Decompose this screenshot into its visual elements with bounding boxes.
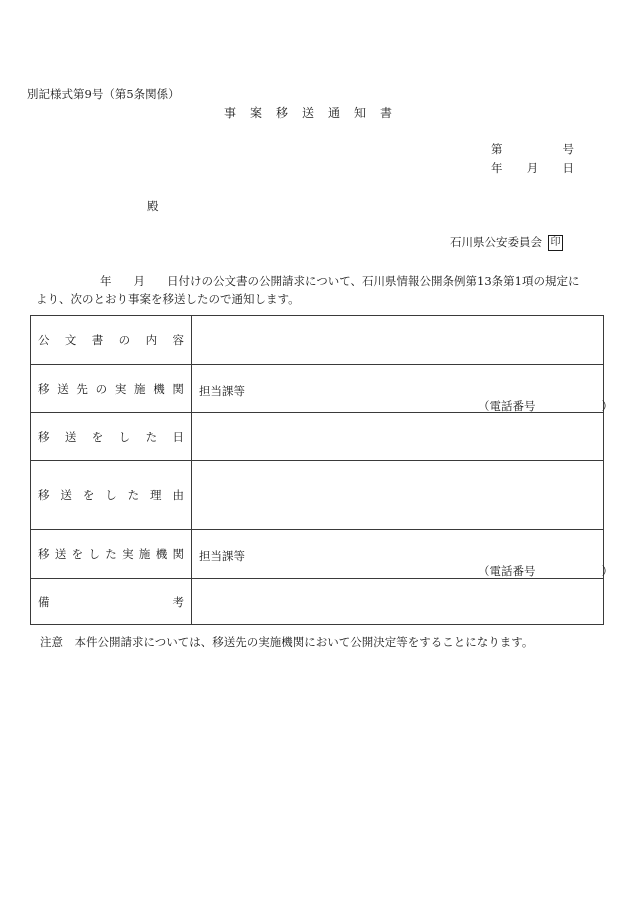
- label-remarks: [38, 594, 184, 610]
- phone-close: ）: [601, 399, 613, 413]
- label-char: た: [127, 488, 140, 502]
- issuer-name: 石川県公安委員会: [450, 235, 542, 249]
- label-char: し: [118, 429, 131, 444]
- label-char: 関: [172, 381, 184, 396]
- table-row: [31, 579, 604, 625]
- label-dest-agency: [38, 381, 184, 397]
- label-char: を: [82, 488, 95, 502]
- label-char: 送: [60, 488, 72, 502]
- body-line-2: より、次のとおり事案を移送したので通知します。: [36, 292, 300, 306]
- date-year: 年: [491, 161, 503, 175]
- row-value[interactable]: [192, 461, 604, 530]
- table-row: [31, 530, 604, 579]
- label-char: 先: [76, 381, 88, 396]
- section-label: 担当課等: [199, 384, 245, 398]
- row-label: [31, 316, 192, 365]
- body-line-1: [100, 273, 580, 289]
- label-contents: [38, 332, 184, 348]
- notification-table: [30, 315, 613, 625]
- label-char: た: [145, 429, 158, 444]
- label-char: 送: [64, 429, 77, 444]
- label-transferring-agency: [38, 546, 184, 562]
- row-label: [31, 461, 192, 530]
- document-number: [491, 141, 574, 157]
- row-label: [31, 579, 192, 625]
- issuer: [450, 234, 563, 251]
- date-day: 日: [562, 161, 574, 175]
- label-char: 公: [38, 333, 50, 347]
- row-value[interactable]: [192, 530, 613, 579]
- row-value[interactable]: [192, 579, 604, 625]
- label-char: 移: [38, 488, 50, 502]
- label-transfer-date: [38, 429, 184, 445]
- label-char: 送: [57, 381, 69, 396]
- table-row: [31, 365, 604, 413]
- label-char: 機: [155, 547, 168, 561]
- row-label: [31, 413, 192, 461]
- table-row: [31, 413, 604, 461]
- table-row: [31, 316, 604, 365]
- form-number: 別記様式第9号（第5条関係）: [27, 87, 180, 101]
- label-char: 由: [172, 488, 184, 502]
- label-char: 書: [91, 333, 104, 347]
- row-value[interactable]: [192, 413, 604, 461]
- seal-mark: 印: [548, 235, 563, 251]
- row-value[interactable]: [192, 365, 613, 413]
- remarks-char-1: 備: [38, 594, 50, 609]
- number-go: 号: [562, 142, 574, 156]
- label-char: 容: [172, 333, 184, 347]
- label-char: の: [118, 333, 131, 347]
- body-month: 月: [133, 274, 145, 288]
- label-char: を: [91, 429, 104, 444]
- addressee: 殿: [147, 199, 159, 213]
- row-label: [31, 530, 192, 579]
- label-char: し: [105, 488, 117, 502]
- label-char: 送: [54, 547, 67, 561]
- date-month: 月: [526, 161, 539, 175]
- issue-date: [491, 160, 574, 176]
- label-char: 内: [145, 333, 158, 347]
- label-char: の: [95, 381, 108, 396]
- number-dai: 第: [491, 142, 503, 156]
- label-char: 関: [172, 547, 184, 561]
- phone-label: （電話番号: [478, 399, 536, 413]
- label-char: 施: [138, 547, 151, 561]
- label-char: 実: [114, 381, 127, 396]
- remarks-char-2: 考: [172, 594, 184, 609]
- row-value[interactable]: [192, 316, 604, 365]
- label-char: 移: [38, 429, 50, 444]
- body-line1-text: 日付けの公文書の公開請求について、石川県情報公開条例第13条第1項の規定に: [167, 274, 580, 288]
- phone-field: [478, 563, 613, 579]
- label-char: 機: [153, 381, 165, 396]
- label-char: を: [71, 547, 84, 561]
- label-transfer-reason: [38, 487, 184, 503]
- body-year: 年: [100, 274, 112, 288]
- label-char: た: [105, 547, 117, 561]
- label-char: し: [88, 547, 100, 561]
- section-label: 担当課等: [199, 549, 245, 563]
- document-title: 事案移送通知書: [223, 106, 406, 120]
- table-row: [31, 461, 604, 530]
- label-char: 日: [172, 429, 184, 444]
- label-char: 実: [122, 547, 134, 561]
- label-char: 理: [150, 488, 162, 502]
- row-label: [31, 365, 192, 413]
- phone-close: ）: [601, 564, 613, 578]
- label-char: 文: [64, 333, 77, 347]
- phone-label: （電話番号: [478, 564, 536, 578]
- note: 注意 本件公開請求については、移送先の実施機関において公開決定等をすることになります。: [40, 635, 534, 649]
- label-char: 移: [38, 547, 50, 561]
- label-char: 移: [38, 381, 50, 396]
- label-char: 施: [134, 381, 146, 396]
